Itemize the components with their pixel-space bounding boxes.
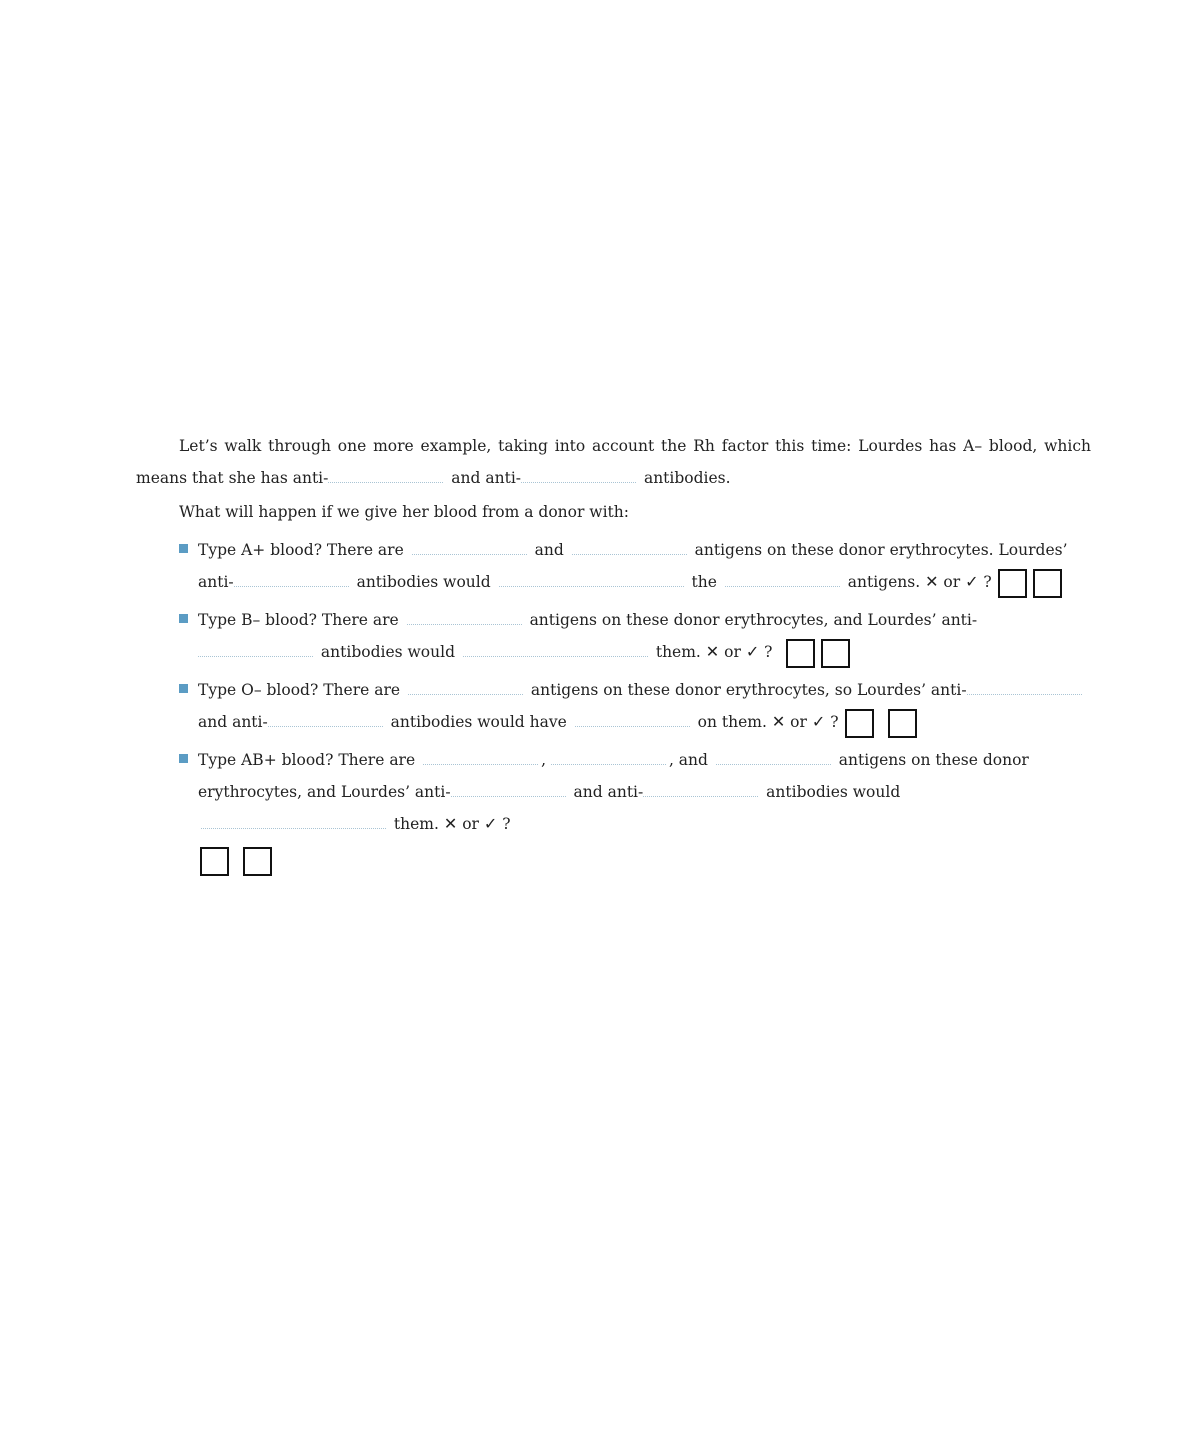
answer-blank[interactable]: [572, 540, 687, 555]
check-icon: ✓: [811, 712, 826, 731]
question-item-b-neg: [136, 604, 1091, 668]
question-list: [136, 534, 1091, 876]
cross-icon: ✕: [771, 712, 786, 731]
cross-icon: ✕: [705, 642, 720, 661]
answer-blank[interactable]: [463, 642, 648, 657]
bullet-icon: [179, 544, 188, 553]
answer-blank[interactable]: [328, 468, 443, 483]
answer-checkbox-row: [198, 844, 1091, 876]
answer-blank[interactable]: [716, 750, 831, 765]
question-text: Type AB+ blood? There are , , and antigens on these donor erythrocytes, and Lourdes’ anti- and anti- antibodies would them. ✕ or ✓ ?: [198, 751, 1029, 833]
cross-icon: ✕: [925, 572, 939, 591]
answer-blank[interactable]: [499, 572, 684, 587]
answer-checkbox[interactable]: [998, 569, 1027, 598]
question-intro: What will happen if we give her blood from a donor with:: [179, 503, 629, 521]
answer-checkbox[interactable]: [845, 709, 874, 738]
question-text: Type A+ blood? There are and antigens on these donor erythrocytes. Lourdes’ anti- antibodies would the antigens. ✕ or ✓ ?: [198, 541, 1068, 591]
check-icon: ✓: [965, 572, 979, 591]
answer-blank[interactable]: [967, 680, 1082, 695]
answer-blank[interactable]: [423, 750, 538, 765]
question-item-ab-pos: [136, 744, 1091, 876]
check-icon: ✓: [745, 642, 760, 661]
answer-blank[interactable]: [408, 680, 523, 695]
cross-icon: ✕: [443, 814, 458, 833]
answer-blank[interactable]: [725, 572, 840, 587]
bullet-icon: [179, 684, 188, 693]
intro-text-3: antibodies.: [639, 469, 731, 487]
worksheet-text: [136, 430, 1091, 876]
answer-blank[interactable]: [268, 712, 383, 727]
answer-checkbox[interactable]: [888, 709, 917, 738]
answer-blank[interactable]: [551, 750, 666, 765]
intro-text-2: and anti-: [446, 469, 522, 487]
question-text: Type O– blood? There are antigens on these donor erythrocytes, so Lourdes’ anti- and anti- antibodies would have on them. ✕ or ✓ ?: [198, 681, 1085, 731]
answer-checkbox[interactable]: [1033, 569, 1062, 598]
answer-blank[interactable]: [407, 610, 522, 625]
answer-blank[interactable]: [521, 468, 636, 483]
question-item-o-neg: [136, 674, 1091, 738]
question-text: Type B– blood? There are antigens on these donor erythrocytes, and Lourdes’ anti- antibodies would them. ✕ or ✓ ?: [198, 611, 977, 661]
bullet-icon: [179, 754, 188, 763]
check-icon: ✓: [483, 814, 498, 833]
answer-checkbox[interactable]: [786, 639, 815, 668]
answer-blank[interactable]: [451, 782, 566, 797]
answer-blank[interactable]: [198, 642, 313, 657]
answer-blank[interactable]: [412, 540, 527, 555]
bullet-icon: [179, 614, 188, 623]
question-item-a-pos: [136, 534, 1091, 598]
answer-blank[interactable]: [201, 814, 386, 829]
answer-blank[interactable]: [234, 572, 349, 587]
answer-checkbox[interactable]: [821, 639, 850, 668]
answer-blank[interactable]: [575, 712, 690, 727]
answer-checkbox[interactable]: [200, 847, 229, 876]
intro-text-1: Let’s walk through one more example, taking into account the Rh factor this time: Lourdes has A– blood, which means that she has anti-: [136, 437, 1091, 487]
answer-checkbox[interactable]: [243, 847, 272, 876]
intro-paragraph: [136, 430, 1091, 494]
answer-blank[interactable]: [643, 782, 758, 797]
